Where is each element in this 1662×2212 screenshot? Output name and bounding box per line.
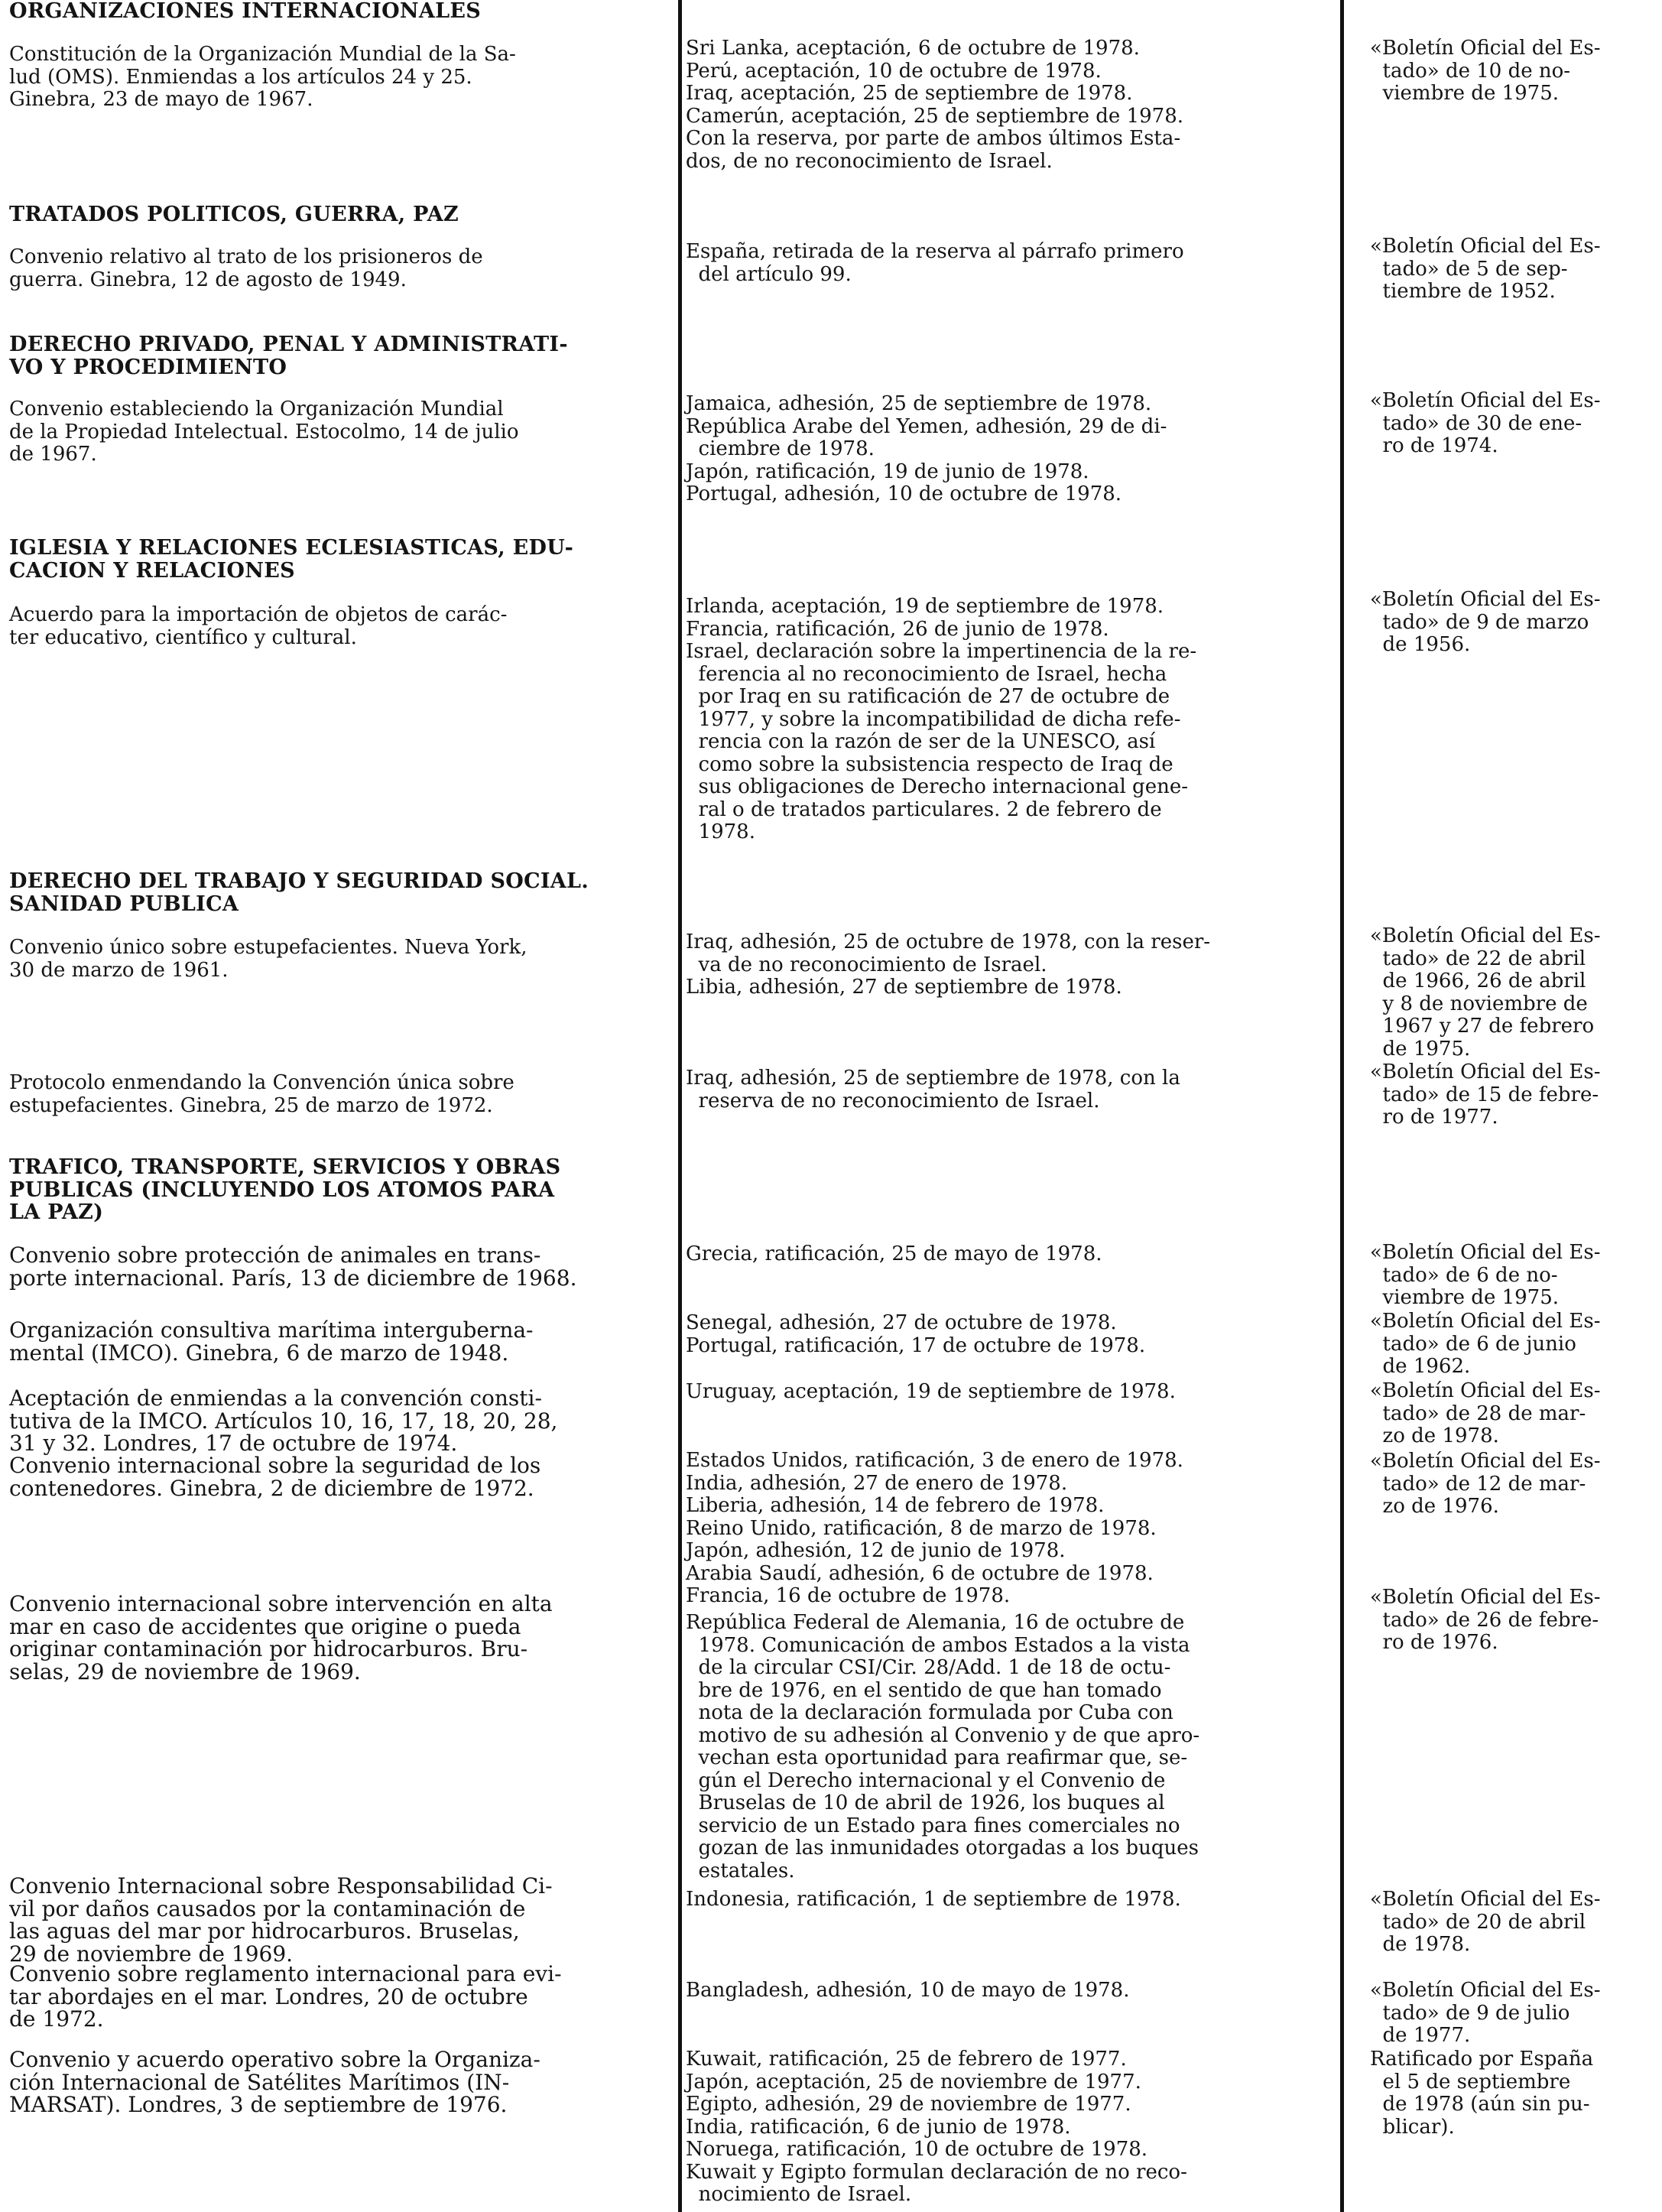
convenio-text: Convenio único sobre estupefacientes. Nueva York, 30 de marzo de 1961. xyxy=(9,936,527,982)
boletin-reference: «Boletín Oficial del Es- tado» de 10 de no- viembre de 1975. xyxy=(1370,37,1601,105)
convenio-text: Convenio sobre reglamento internacional para evi- tar abordajes en el mar. Londres, 20 de octubre de 1972. xyxy=(9,1961,562,2032)
section-heading: TRATADOS POLITICOS, GUERRA, PAZ xyxy=(9,203,459,226)
estados-text: Indonesia, ratificación, 1 de septiembre de 1978. xyxy=(686,1888,1181,1911)
convenio-text: Convenio y acuerdo operativo sobre la Organiza- ción Internacional de Satélites Marítimos (IN- MARSAT). Londres, 3 de septiembre de 1976. xyxy=(9,2047,540,2117)
boletin-reference: «Boletín Oficial del Es- tado» de 9 de julio de 1977. xyxy=(1370,1979,1601,2047)
estados-text: Uruguay, aceptación, 19 de septiembre de 1978. xyxy=(686,1380,1176,1403)
boletin-reference: «Boletín Oficial del Es- tado» de 9 de marzo de 1956. xyxy=(1370,588,1601,656)
boletin-reference: «Boletín Oficial del Es- tado» de 6 de no- viembre de 1975. xyxy=(1370,1241,1601,1309)
boletin-reference: «Boletín Oficial del Es- tado» de 15 de febre- ro de 1977. xyxy=(1370,1061,1601,1129)
convenio-text: Protocolo enmendando la Convención única sobre estupefacientes. Ginebra, 25 de marzo de 1972. xyxy=(9,1071,515,1117)
convenio-text: Convenio estableciendo la Organización Mundial de la Propiedad Intelectual. Estocolmo, 14 de julio de 1967. xyxy=(9,398,519,466)
boletin-reference: «Boletín Oficial del Es- tado» de 22 de abril de 1966, 26 de abril y 8 de noviembre de 1967 y 27 de febrero de 1975. xyxy=(1370,924,1601,1061)
convenio-text: Organización consultiva marítima interguberna- mental (IMCO). Ginebra, 6 de marzo de 1948. xyxy=(9,1317,534,1366)
boletin-reference: «Boletín Oficial del Es- tado» de 30 de ene- ro de 1974. xyxy=(1370,389,1601,457)
estados-text: España, retirada de la reserva al párrafo primero del artículo 99. xyxy=(686,240,1184,286)
boletin-reference: «Boletín Oficial del Es- tado» de 28 de mar- zo de 1978. xyxy=(1370,1379,1601,1447)
boletin-reference: «Boletín Oficial del Es- tado» de 12 de mar- zo de 1976. xyxy=(1370,1450,1601,1518)
estados-text: Estados Unidos, ratificación, 3 de enero de 1978. India, adhesión, 27 de enero de 1978. Liberia, adhesión, 14 de febrero de 1978. Reino Unido, ratificación, 8 de marzo de 1978. Japón, adhesión, 12 de junio de 1978. Arabia Saudí, adhesión, 6 de octubre de 1978. Francia, 16 de octubre de 1978. xyxy=(686,1449,1183,1607)
estados-text: Bangladesh, adhesión, 10 de mayo de 1978. xyxy=(686,1979,1130,2002)
convenio-text: Convenio sobre protección de animales en trans- porte internacional. París, 13 de diciembre de 1968. xyxy=(9,1242,577,1291)
convenio-text: Convenio internacional sobre la seguridad de los contenedores. Ginebra, 2 de diciembre de 1972. xyxy=(9,1453,541,1501)
section-heading: DERECHO PRIVADO, PENAL Y ADMINISTRATI- VO Y PROCEDIMIENTO xyxy=(9,333,568,379)
estados-text: Irlanda, aceptación, 19 de septiembre de 1978. Francia, ratificación, 26 de junio de 1978. Israel, declaración sobre la impertinencia de la re- ferencia al no reconocimiento de Israel, hecha por Iraq en su ratificación de 27 de octubre de 1977, y sobre la incompatibilidad de dicha refe- rencia con la razón de ser de la UNESCO, así como sobre la subsistencia respecto de Iraq de sus obligaciones de Derecho internacional gene- ral o de tratados particulares. 2 de febrero de 1978. xyxy=(686,595,1197,843)
convenio-text: Aceptación de enmiendas a la convención consti- tutiva de la IMCO. Artículos 10, 16, 17, 18, 20, 28, 31 y 32. Londres, 17 de octubre de 1974. xyxy=(9,1385,558,1456)
estados-text: Sri Lanka, aceptación, 6 de octubre de 1978. Perú, aceptación, 10 de octubre de 1978. Iraq, aceptación, 25 de septiembre de 1978. Camerún, aceptación, 25 de septiembre de 1978. Con la reserva, por parte de ambos últimos Esta- dos, de no reconocimiento de Israel. xyxy=(686,37,1184,173)
estados-text: Iraq, adhesión, 25 de octubre de 1978, con la reser- va de no reconocimiento de Israel. Libia, adhesión, 27 de septiembre de 1978. xyxy=(686,931,1211,999)
section-heading: IGLESIA Y RELACIONES ECLESIASTICAS, EDU- CACION Y RELACIONES xyxy=(9,536,574,583)
convenio-text: Acuerdo para la importación de objetos de carác- ter educativo, científico y cultural. xyxy=(9,603,508,649)
boletin-reference: «Boletín Oficial del Es- tado» de 26 de febre- ro de 1976. xyxy=(1370,1586,1601,1654)
estados-text: Senegal, adhesión, 27 de octubre de 1978. Portugal, ratificación, 17 de octubre de 1978. xyxy=(686,1311,1146,1357)
estados-text: Jamaica, adhesión, 25 de septiembre de 1978. República Arabe del Yemen, adhesión, 29 de di- ciembre de 1978. Japón, ratificación, 19 de junio de 1978. Portugal, adhesión, 10 de octubre de 1978. xyxy=(686,392,1167,505)
section-heading: ORGANIZACIONES INTERNACIONALES xyxy=(9,0,482,23)
boletin-reference: «Boletín Oficial del Es- tado» de 6 de junio de 1962. xyxy=(1370,1310,1601,1378)
section-heading: TRAFICO, TRANSPORTE, SERVICIOS Y OBRAS PUBLICAS (INCLUYENDO LOS ATOMOS PARA LA PAZ) xyxy=(9,1155,561,1224)
estados-text: Iraq, adhesión, 25 de septiembre de 1978, con la reserva de no reconocimiento de Israel. xyxy=(686,1067,1180,1112)
column-rule-left xyxy=(678,0,682,2212)
boletin-reference: Ratificado por España el 5 de septiembre de 1978 (aún sin pu- blicar). xyxy=(1370,2048,1594,2139)
boletin-reference: «Boletín Oficial del Es- tado» de 20 de abril de 1978. xyxy=(1370,1888,1601,1956)
column-rule-right xyxy=(1340,0,1344,2212)
section-heading: DERECHO DEL TRABAJO Y SEGURIDAD SOCIAL. SANIDAD PUBLICA xyxy=(9,869,589,916)
convenio-text: Convenio internacional sobre intervención en alta mar en caso de accidentes que origine o pueda originar contaminación por hidrocarburos. Bru- selas, 29 de noviembre de 1969. xyxy=(9,1591,553,1684)
boletin-reference: «Boletín Oficial del Es- tado» de 5 de sep- tiembre de 1952. xyxy=(1370,235,1601,303)
estados-text: Kuwait, ratificación, 25 de febrero de 1977. Japón, aceptación, 25 de noviembre de 1977. Egipto, adhesión, 29 de noviembre de 1977. India, ratificación, 6 de junio de 1978. Noruega, ratificación, 10 de octubre de 1978. Kuwait y Egipto formulan declaración de no reco- nocimiento de Israel. xyxy=(686,2048,1187,2206)
estados-text: Grecia, ratificación, 25 de mayo de 1978. xyxy=(686,1242,1102,1265)
convenio-text: Convenio Internacional sobre Responsabilidad Ci- vil por daños causados por la contaminación de las aguas del mar por hidrocarburos. Bruselas, 29 de noviembre de 1969. xyxy=(9,1873,553,1967)
estados-text: República Federal de Alemania, 16 de octubre de 1978. Comunicación de ambos Estados a la vista de la circular CSI/Cir. 28/Add. 1 de 18 de octu- bre de 1976, en el sentido de que han tomado nota de la declaración formulada por Cuba con motivo de su adhesión al Convenio y de que apro- vechan esta oportunidad para reafirmar que, se- gún el Derecho internacional y el Convenio de Bruselas de 10 de abril de 1926, los buques al servicio de un Estado para fines comerciales no gozan de las inmunidades otorgadas a los buques estatales. xyxy=(686,1611,1200,1882)
convenio-text: Convenio relativo al trato de los prisioneros de guerra. Ginebra, 12 de agosto de 1949. xyxy=(9,245,483,291)
convenio-text: Constitución de la Organización Mundial de la Sa- lud (OMS). Enmiendas a los artículos 24 y 25. Ginebra, 23 de mayo de 1967. xyxy=(9,43,516,111)
